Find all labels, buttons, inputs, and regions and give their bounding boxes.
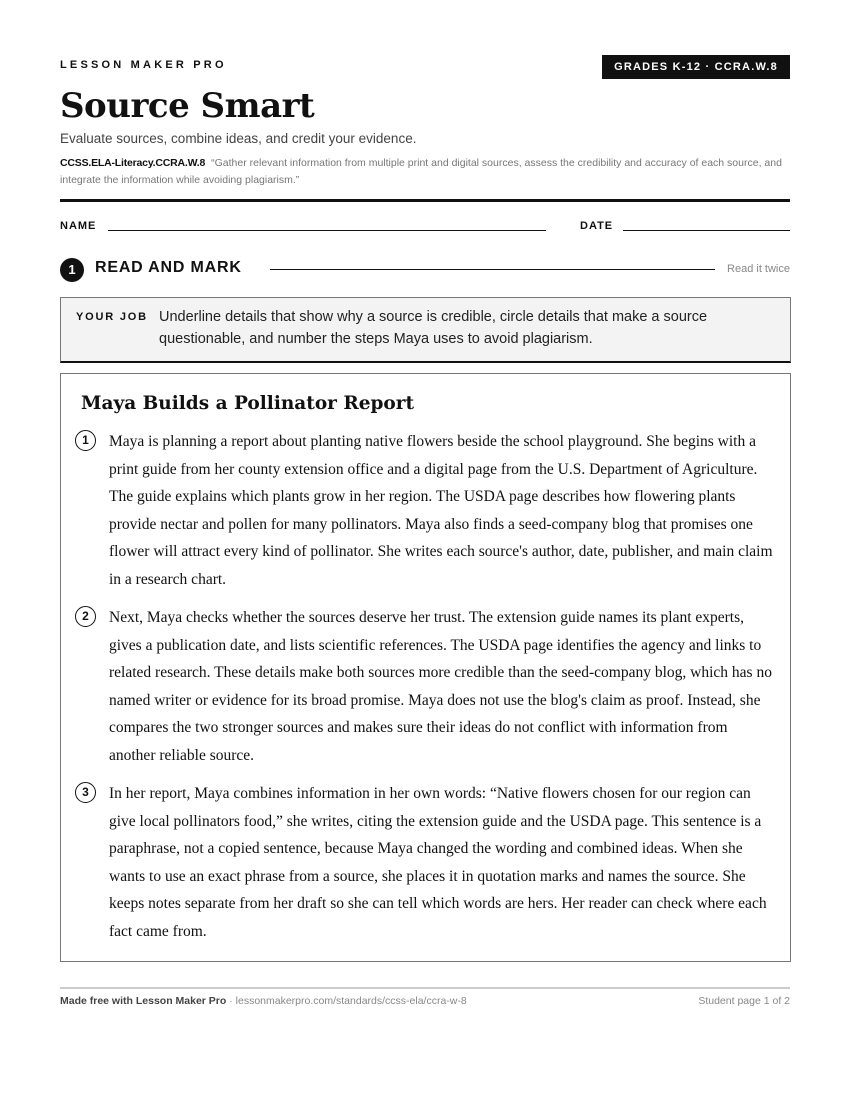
- date-field[interactable]: [623, 230, 790, 231]
- paragraph-text: In her report, Maya combines information in her own words: “Native flowers chosen for our region can give local pollinators food,” she writes, citing the extension guide and the USDA page. This sentence is a paraphrase, not a copied sentence, because Maya changed the wording and combined ideas. When she wants to use an exact phrase from a source, she places it in quotation marks and names the source. She keeps notes separate from her draft so she can tell which words are hers. Her reader can check where each fact came from.: [109, 785, 767, 940]
- paragraph-number: 1: [75, 430, 96, 451]
- footer-made: Made free with Lesson Maker Pro: [60, 995, 227, 1007]
- standard-code: CCSS.ELA-Literacy.CCRA.W.8: [60, 157, 206, 169]
- name-label: NAME: [60, 220, 97, 232]
- paragraph-number: 2: [75, 606, 96, 627]
- your-job-text: Underline details that show why a source is credible, circle details that make a source questionable, and number the steps Maya uses to avoid plagiarism.: [159, 309, 708, 347]
- page-subtitle: Evaluate sources, combine ideas, and credit your evidence.: [60, 131, 417, 146]
- your-job-box: [60, 297, 791, 363]
- story-title: Maya Builds a Pollinator Report: [81, 393, 415, 414]
- footer-divider: [60, 987, 790, 989]
- story-box: [60, 373, 791, 962]
- footer-url: · lessonmakerpro.com/standards/ccss-ela/ccra-w-8: [226, 995, 467, 1007]
- paragraph-text: Maya is planning a report about planting native flowers beside the school playground. She begins with a print guide from her county extension office and a digital page from the U.S. Department of Agriculture. The guide explains which plants grow in her region. The USDA page describes how flowering plants provide nectar and pollen for many pollinators. Maya also finds a seed-company blog that promises one flower will attract every kind of pollinator. She writes each source's author, date, publisher, and main claim in a research chart.: [109, 433, 773, 588]
- standard-text: “Gather relevant information from multiple print and digital sources, assess the credibility and accuracy of each source, and integrate the information while avoiding plagiarism.”: [60, 157, 782, 186]
- header-divider: [60, 199, 790, 202]
- brand-name: LESSON MAKER PRO: [60, 59, 227, 71]
- page-number: Student page 1 of 2: [698, 995, 790, 1007]
- section-number-badge: 1: [60, 258, 84, 282]
- section-divider: [270, 269, 715, 270]
- paragraph-text: Next, Maya checks whether the sources deserve her trust. The extension guide names its plant experts, gives a publication date, and lists scientific references. The USDA page identifies the agency and links to related research. These details make both sources more credible than the seed-company blog, which has no named writer or evidence for its broad promise. Maya does not use the blog's claim as proof. Instead, she compares the two stronger sources and makes sure their ideas do not conflict with information from another reliable source.: [109, 609, 772, 764]
- footer-credit: [60, 995, 467, 1007]
- grade-badge: GRADES K-12 · CCRA.W.8: [602, 55, 790, 79]
- standard-statement: [60, 155, 790, 188]
- your-job-label: YOUR JOB: [76, 311, 148, 323]
- name-field[interactable]: [108, 230, 546, 231]
- section-title: READ AND MARK: [95, 259, 242, 276]
- paragraph-number: 3: [75, 782, 96, 803]
- section-note: Read it twice: [727, 263, 790, 275]
- date-label: DATE: [580, 220, 614, 232]
- page-title: Source Smart: [60, 86, 315, 126]
